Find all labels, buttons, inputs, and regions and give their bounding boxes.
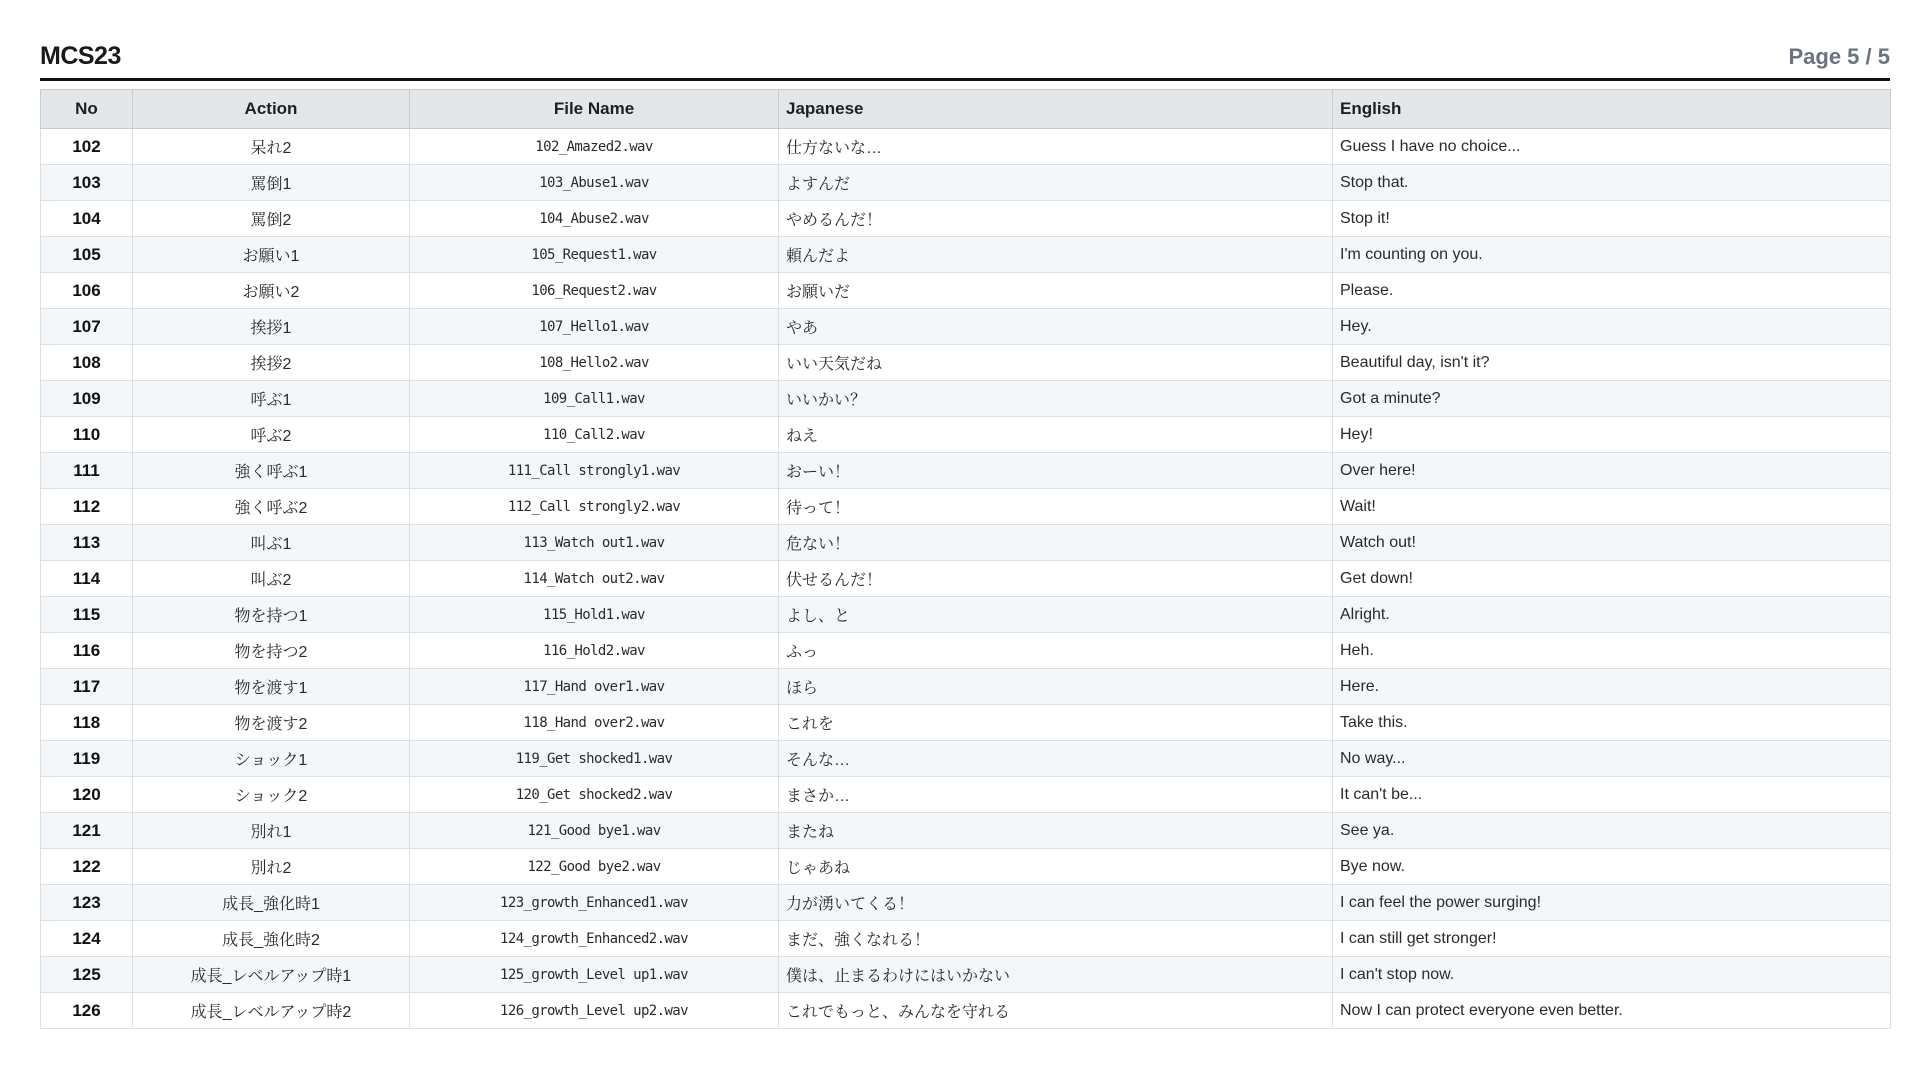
cell-file-name: 114_Watch out2.wav: [410, 561, 779, 597]
table-header-row: [41, 90, 1891, 129]
cell-english: Please.: [1333, 273, 1891, 309]
cell-no: 125: [41, 957, 133, 993]
cell-english: I can still get stronger!: [1333, 921, 1891, 957]
cell-japanese: 伏せるんだ！: [779, 561, 1333, 597]
cell-japanese: またね: [779, 813, 1333, 849]
voice-line-table: [40, 89, 1891, 1029]
table-row: [41, 633, 1891, 669]
cell-file-name: 118_Hand over2.wav: [410, 705, 779, 741]
cell-action: 成長_強化時1: [133, 885, 410, 921]
table-row: [41, 309, 1891, 345]
cell-japanese: やめるんだ！: [779, 201, 1333, 237]
cell-file-name: 123_growth_Enhanced1.wav: [410, 885, 779, 921]
table-body: [41, 129, 1891, 1029]
cell-no: 115: [41, 597, 133, 633]
column-header-no: No: [41, 90, 133, 129]
cell-english: Stop that.: [1333, 165, 1891, 201]
cell-action: 物を渡す1: [133, 669, 410, 705]
cell-file-name: 122_Good bye2.wav: [410, 849, 779, 885]
table-row: [41, 237, 1891, 273]
cell-japanese: いい天気だね: [779, 345, 1333, 381]
table-row: [41, 741, 1891, 777]
cell-no: 126: [41, 993, 133, 1029]
cell-english: Here.: [1333, 669, 1891, 705]
cell-action: 別れ2: [133, 849, 410, 885]
cell-english: It can't be...: [1333, 777, 1891, 813]
cell-japanese: ふっ: [779, 633, 1333, 669]
cell-no: 120: [41, 777, 133, 813]
cell-file-name: 109_Call1.wav: [410, 381, 779, 417]
cell-english: No way...: [1333, 741, 1891, 777]
cell-action: ショック2: [133, 777, 410, 813]
table-row: [41, 957, 1891, 993]
cell-english: Hey!: [1333, 417, 1891, 453]
cell-action: お願い1: [133, 237, 410, 273]
cell-file-name: 119_Get shocked1.wav: [410, 741, 779, 777]
cell-no: 119: [41, 741, 133, 777]
cell-no: 109: [41, 381, 133, 417]
table-row: [41, 417, 1891, 453]
cell-file-name: 117_Hand over1.wav: [410, 669, 779, 705]
cell-english: Alright.: [1333, 597, 1891, 633]
cell-action: 呆れ2: [133, 129, 410, 165]
cell-file-name: 107_Hello1.wav: [410, 309, 779, 345]
cell-file-name: 110_Call2.wav: [410, 417, 779, 453]
cell-english: See ya.: [1333, 813, 1891, 849]
cell-file-name: 113_Watch out1.wav: [410, 525, 779, 561]
cell-japanese: やあ: [779, 309, 1333, 345]
cell-japanese: 僕は、止まるわけにはいかない: [779, 957, 1333, 993]
cell-action: ショック1: [133, 741, 410, 777]
cell-no: 104: [41, 201, 133, 237]
page-number: Page 5 / 5: [1788, 44, 1890, 69]
cell-english: Guess I have no choice...: [1333, 129, 1891, 165]
cell-english: I'm counting on you.: [1333, 237, 1891, 273]
cell-no: 103: [41, 165, 133, 201]
cell-file-name: 108_Hello2.wav: [410, 345, 779, 381]
cell-file-name: 111_Call strongly1.wav: [410, 453, 779, 489]
cell-english: Take this.: [1333, 705, 1891, 741]
cell-action: 強く呼ぶ1: [133, 453, 410, 489]
cell-english: I can feel the power surging!: [1333, 885, 1891, 921]
cell-file-name: 112_Call strongly2.wav: [410, 489, 779, 525]
cell-english: Heh.: [1333, 633, 1891, 669]
cell-japanese: おーい！: [779, 453, 1333, 489]
cell-file-name: 124_growth_Enhanced2.wav: [410, 921, 779, 957]
document-title: MCS23: [40, 42, 121, 70]
cell-japanese: 力が湧いてくる！: [779, 885, 1333, 921]
table-row: [41, 165, 1891, 201]
cell-action: 物を持つ2: [133, 633, 410, 669]
column-header-action: Action: [133, 90, 410, 129]
table-row: [41, 273, 1891, 309]
cell-action: 叫ぶ2: [133, 561, 410, 597]
cell-action: 呼ぶ1: [133, 381, 410, 417]
table-row: [41, 777, 1891, 813]
cell-english: Bye now.: [1333, 849, 1891, 885]
cell-english: I can't stop now.: [1333, 957, 1891, 993]
cell-action: 強く呼ぶ2: [133, 489, 410, 525]
cell-action: お願い2: [133, 273, 410, 309]
cell-action: 物を渡す2: [133, 705, 410, 741]
cell-english: Watch out!: [1333, 525, 1891, 561]
cell-action: 挨拶2: [133, 345, 410, 381]
cell-japanese: そんな…: [779, 741, 1333, 777]
cell-no: 110: [41, 417, 133, 453]
cell-english: Now I can protect everyone even better.: [1333, 993, 1891, 1029]
table-row: [41, 489, 1891, 525]
column-header-file-name: File Name: [410, 90, 779, 129]
cell-japanese: まだ、強くなれる！: [779, 921, 1333, 957]
cell-action: 成長_レベルアップ時1: [133, 957, 410, 993]
table-row: [41, 453, 1891, 489]
cell-japanese: 仕方ないな…: [779, 129, 1333, 165]
cell-english: Over here!: [1333, 453, 1891, 489]
cell-action: 呼ぶ2: [133, 417, 410, 453]
cell-no: 116: [41, 633, 133, 669]
cell-action: 挨拶1: [133, 309, 410, 345]
cell-action: 別れ1: [133, 813, 410, 849]
cell-file-name: 121_Good bye1.wav: [410, 813, 779, 849]
table-row: [41, 129, 1891, 165]
cell-file-name: 105_Request1.wav: [410, 237, 779, 273]
cell-japanese: お願いだ: [779, 273, 1333, 309]
cell-no: 117: [41, 669, 133, 705]
cell-english: Beautiful day, isn't it?: [1333, 345, 1891, 381]
cell-japanese: 頼んだよ: [779, 237, 1333, 273]
cell-file-name: 115_Hold1.wav: [410, 597, 779, 633]
table-row: [41, 993, 1891, 1029]
column-header-english: English: [1333, 90, 1891, 129]
table-row: [41, 705, 1891, 741]
column-header-japanese: Japanese: [779, 90, 1333, 129]
cell-english: Hey.: [1333, 309, 1891, 345]
table-row: [41, 381, 1891, 417]
cell-no: 108: [41, 345, 133, 381]
cell-japanese: まさか…: [779, 777, 1333, 813]
cell-no: 118: [41, 705, 133, 741]
table-row: [41, 849, 1891, 885]
cell-action: 罵倒2: [133, 201, 410, 237]
cell-japanese: じゃあね: [779, 849, 1333, 885]
cell-no: 124: [41, 921, 133, 957]
cell-file-name: 120_Get shocked2.wav: [410, 777, 779, 813]
cell-action: 物を持つ1: [133, 597, 410, 633]
cell-file-name: 102_Amazed2.wav: [410, 129, 779, 165]
cell-japanese: これを: [779, 705, 1333, 741]
cell-japanese: よし、と: [779, 597, 1333, 633]
cell-english: Stop it!: [1333, 201, 1891, 237]
cell-japanese: 危ない！: [779, 525, 1333, 561]
cell-file-name: 116_Hold2.wav: [410, 633, 779, 669]
cell-file-name: 106_Request2.wav: [410, 273, 779, 309]
cell-no: 105: [41, 237, 133, 273]
table-row: [41, 885, 1891, 921]
cell-no: 112: [41, 489, 133, 525]
table-row: [41, 345, 1891, 381]
cell-english: Got a minute?: [1333, 381, 1891, 417]
cell-file-name: 104_Abuse2.wav: [410, 201, 779, 237]
table-row: [41, 201, 1891, 237]
cell-no: 106: [41, 273, 133, 309]
cell-file-name: 125_growth_Level up1.wav: [410, 957, 779, 993]
cell-file-name: 103_Abuse1.wav: [410, 165, 779, 201]
document-page: [40, 40, 1890, 1029]
table-row: [41, 597, 1891, 633]
table-row: [41, 669, 1891, 705]
cell-japanese: ほら: [779, 669, 1333, 705]
cell-no: 114: [41, 561, 133, 597]
cell-english: Wait!: [1333, 489, 1891, 525]
cell-japanese: いいかい？: [779, 381, 1333, 417]
cell-japanese: よすんだ: [779, 165, 1333, 201]
cell-no: 122: [41, 849, 133, 885]
cell-no: 102: [41, 129, 133, 165]
cell-no: 107: [41, 309, 133, 345]
page-header: [40, 40, 1890, 81]
table-row: [41, 921, 1891, 957]
cell-japanese: 待って！: [779, 489, 1333, 525]
cell-action: 成長_レベルアップ時2: [133, 993, 410, 1029]
table-row: [41, 561, 1891, 597]
cell-japanese: ねえ: [779, 417, 1333, 453]
cell-no: 111: [41, 453, 133, 489]
cell-file-name: 126_growth_Level up2.wav: [410, 993, 779, 1029]
cell-japanese: これでもっと、みんなを守れる: [779, 993, 1333, 1029]
cell-no: 121: [41, 813, 133, 849]
table-row: [41, 813, 1891, 849]
cell-no: 123: [41, 885, 133, 921]
table-row: [41, 525, 1891, 561]
cell-english: Get down!: [1333, 561, 1891, 597]
cell-no: 113: [41, 525, 133, 561]
cell-action: 叫ぶ1: [133, 525, 410, 561]
cell-action: 罵倒1: [133, 165, 410, 201]
cell-action: 成長_強化時2: [133, 921, 410, 957]
